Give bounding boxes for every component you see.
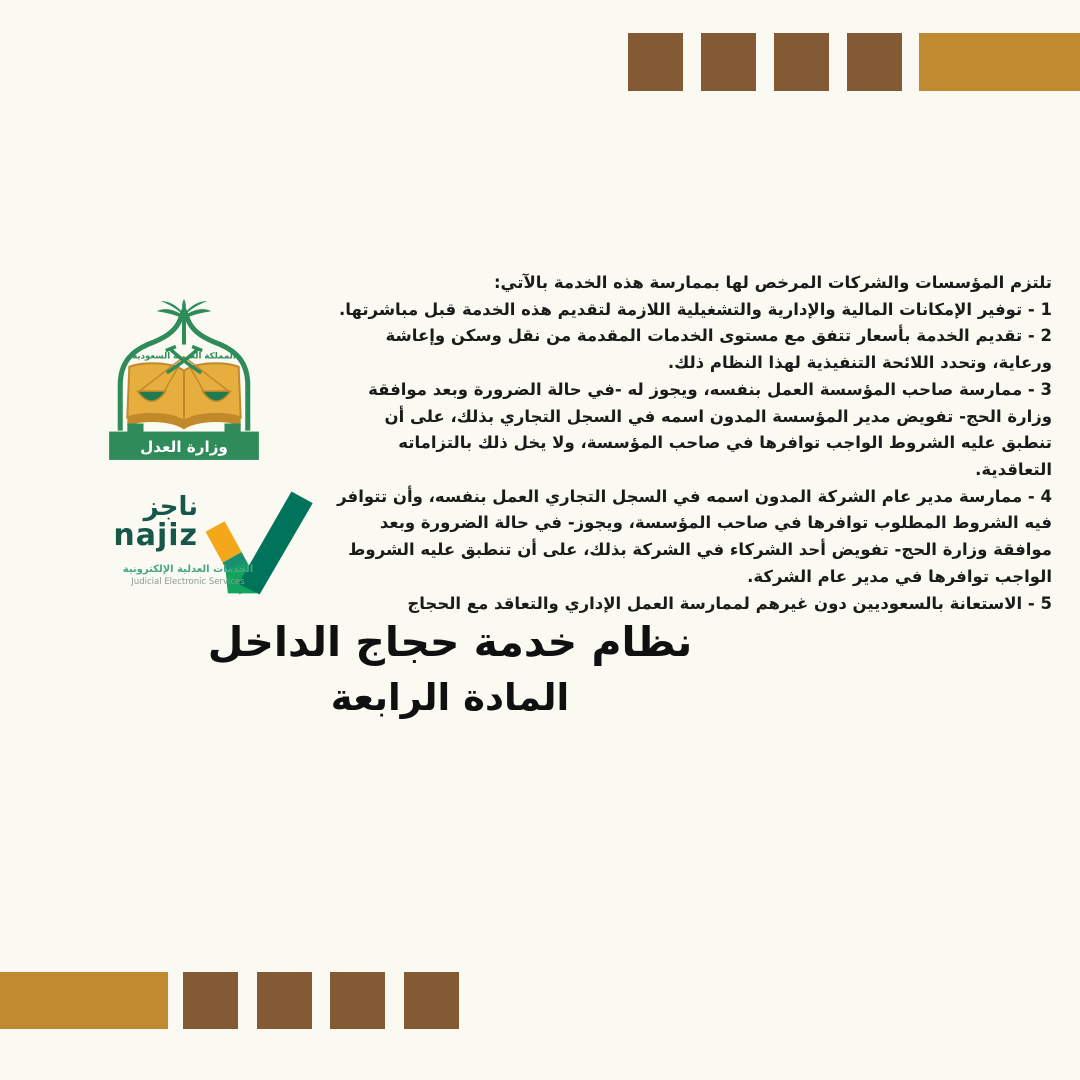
deco-square xyxy=(257,972,312,1029)
deco-square xyxy=(847,33,902,91)
najiz-latin-name: najiz xyxy=(113,518,198,554)
deco-square xyxy=(628,33,683,91)
page-title: نظام خدمة حجاج الداخل xyxy=(207,618,693,666)
clause-item-1: 1 - توفير الإمكانات المالية والإدارية والتشغيلية اللازمة لتقديم هذه الخدمة قبل مباشرتها. xyxy=(339,299,1052,319)
intro-line: تلتزم المؤسسات والشركات المرخص لها بممارسة هذه الخدمة بالآتي: xyxy=(493,273,1052,292)
deco-gold-bar xyxy=(919,33,1080,91)
najiz-arabic-tagline: الخدمات العدلية الإلكترونية xyxy=(122,564,254,575)
deco-square xyxy=(330,972,385,1029)
najiz-arabic-name: ناجز xyxy=(143,492,198,522)
najiz-english-tagline: Judicial Electronic Services xyxy=(131,577,245,587)
clause-item-4: 4 - ممارسة مدير عام الشركة المدون اسمه في السجل التجاري العمل بنفسه، وأن تتوافر فيه الشروط المطلوب توافرها في صاحب المؤسسة، ويجوز- في حالة الضرورة وبعد موافقة وزارة الحج- تفويض أحد الشركاء في الشركة بذلك، على أن تنطبق عليه الشروط الواجب توافرها في مدير عام الشركة. xyxy=(337,486,1052,586)
title-block xyxy=(150,612,750,722)
najiz-logo xyxy=(103,488,318,600)
clause-item-5: 5 - الاستعانة بالسعوديين دون غيرهم لممارسة العمل الإداري والتعاقد مع الحجاج xyxy=(407,593,1052,613)
top-decoration-band xyxy=(0,33,1080,91)
body-text xyxy=(330,270,1052,617)
deco-square xyxy=(183,972,238,1029)
deco-gold-bar xyxy=(0,972,168,1029)
deco-square xyxy=(404,972,459,1029)
clause-item-2: 2 - تقديم الخدمة بأسعار تتفق مع مستوى الخدمات المقدمة من نقل وسكن وإعاشة ورعاية، وتحدد اللائحة التنفيذية لهذا النظام ذلك. xyxy=(385,326,1052,373)
deco-square xyxy=(701,33,756,91)
ministry-of-justice-logo xyxy=(103,298,265,466)
page-subtitle: المادة الرابعة xyxy=(330,675,570,719)
najiz-taglines xyxy=(103,564,273,587)
deco-square xyxy=(774,33,829,91)
bottom-decoration-band xyxy=(0,972,1080,1029)
moj-emblem-icon xyxy=(103,298,265,466)
clause-item-3: 3 - ممارسة صاحب المؤسسة العمل بنفسه، ويجوز له -في حالة الضرورة وبعد موافقة وزارة الحج- تفويض مدير المؤسسة المدون اسمه في السجل التجاري بذلك، على أن تنطبق عليه الشروط الواجب توافرها في صاحب المؤسسة، ولا يخل ذلك بالتزاماته التعاقدية. xyxy=(368,379,1052,480)
moj-country-calligraphy: المملكة العربية السعودية xyxy=(132,351,236,362)
najiz-names xyxy=(113,492,198,554)
moj-banner-text: وزارة العدل xyxy=(140,437,228,456)
